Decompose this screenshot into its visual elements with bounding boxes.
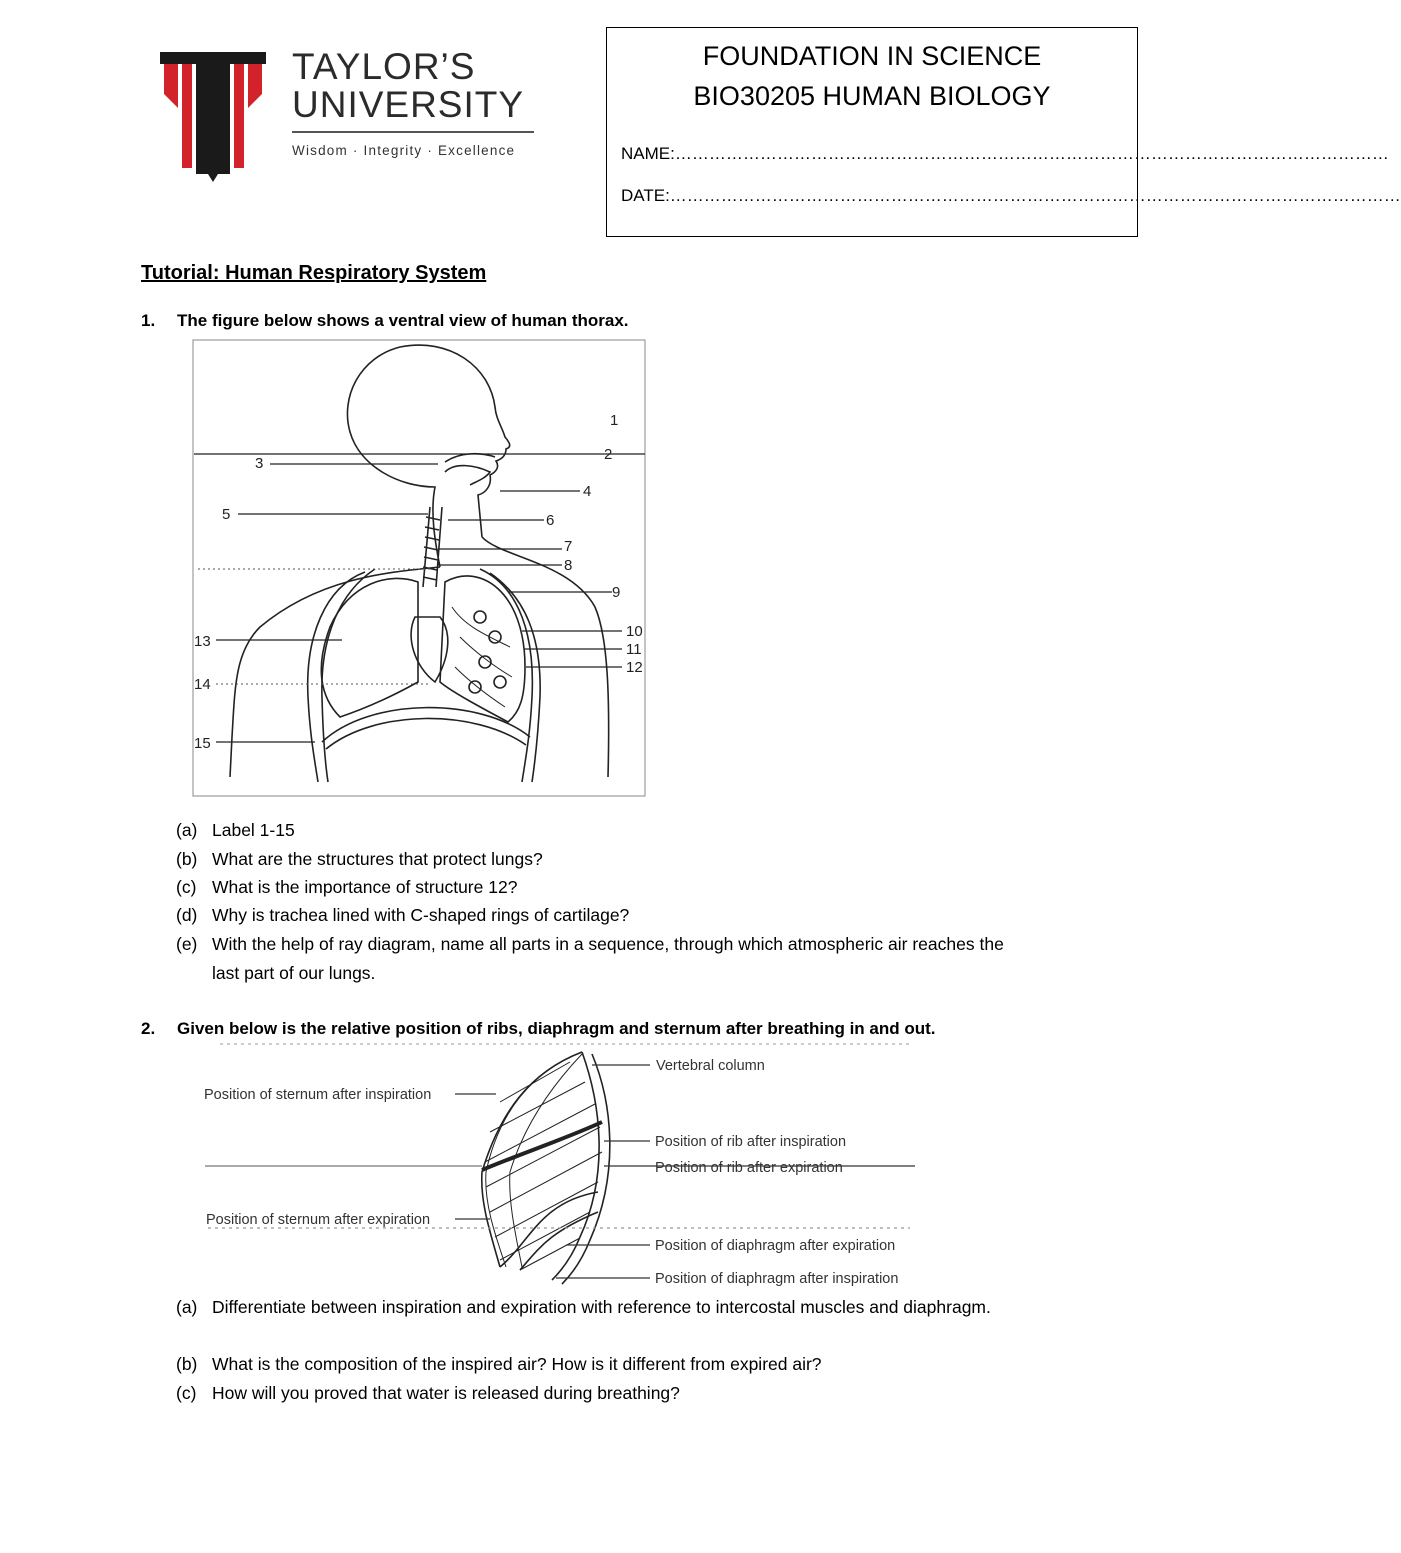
q2-part-a [176, 1293, 1046, 1351]
fig-label-14: 14 [194, 676, 211, 693]
q1-part-d-text: Why is trachea lined with C-shaped rings of cartilage? [212, 905, 630, 925]
q2-part-b-label: (b) [176, 1354, 198, 1374]
head-outline [347, 345, 509, 567]
q1-part-a-label: (a) [176, 820, 198, 840]
question-1-number: 1. [141, 311, 156, 330]
university-logo [158, 48, 548, 188]
course-program: FOUNDATION IN SCIENCE [702, 41, 1042, 71]
fig-label-10: 10 [626, 623, 643, 640]
fig-label-2: 2 [604, 446, 613, 463]
q1-part-c-text: What is the importance of structure 12? [212, 877, 518, 897]
fig-label-3: 3 [255, 455, 264, 472]
logo-name-line2: UNIVERSITY [292, 84, 525, 125]
fig-label-6: 6 [546, 512, 555, 529]
logo-motto: Wisdom · Integrity · Excellence [292, 143, 516, 158]
q1-part-b-text: What are the structures that protect lungs? [212, 849, 543, 869]
q2-part-c-label: (c) [176, 1383, 197, 1403]
fig-label-5: 5 [222, 506, 231, 523]
fig-label-4: 4 [583, 483, 592, 500]
label-diaphragm-inspiration: Position of diaphragm after inspiration [655, 1271, 899, 1287]
q2-part-b [176, 1350, 1046, 1379]
question-2-number: 2. [141, 1019, 156, 1038]
course-code-title: BIO30205 HUMAN BIOLOGY [693, 81, 1051, 111]
q1-part-a [176, 816, 1046, 845]
q1-part-b [176, 845, 1046, 874]
q2-part-c-text: How will you proved that water is released during breathing? [212, 1383, 680, 1403]
q2-part-b-text: What is the composition of the inspired air? How is it different from expired air? [212, 1354, 822, 1374]
q1-part-d-label: (d) [176, 905, 198, 925]
fig-label-12: 12 [626, 659, 643, 676]
logo-name-line1: TAYLOR’S [292, 46, 476, 87]
logo-divider [292, 131, 534, 133]
fig-label-1: 1 [610, 412, 619, 429]
q1-part-e [176, 930, 1046, 988]
q2-figure-labels [204, 1058, 898, 1287]
q1-part-d [176, 901, 1046, 930]
question-2-text: Given below is the relative position of ribs, diaphragm and sternum after breathing in and out. [177, 1019, 936, 1038]
thorax-diagram [190, 337, 650, 799]
label-sternum-expiration: Position of sternum after expiration [206, 1212, 431, 1228]
fig-label-13: 13 [194, 633, 211, 650]
q1-part-b-label: (b) [176, 849, 198, 869]
fig-label-8: 8 [564, 557, 573, 574]
fig-label-7: 7 [564, 538, 573, 555]
label-rib-inspiration: Position of rib after inspiration [655, 1134, 847, 1150]
q2-part-a-label: (a) [176, 1297, 198, 1317]
label-sternum-inspiration: Position of sternum after inspiration [204, 1087, 432, 1103]
q2-part-c [176, 1379, 1046, 1408]
left-lung [321, 578, 418, 717]
course-info-box [606, 27, 1401, 237]
ribs-diaphragm-diagram [200, 1042, 940, 1292]
fig-label-15: 15 [194, 735, 211, 752]
date-field[interactable]: DATE:………………………………………………………………………………………………………………… [621, 186, 1401, 205]
fig-label-11: 11 [626, 641, 642, 658]
q2-part-a-text: Differentiate between inspiration and expiration with reference to intercostal muscles and diaphragm. [212, 1297, 991, 1317]
name-field[interactable]: NAME:……………………………………………………………………………………………………………… [621, 144, 1389, 163]
q1-part-c-label: (c) [176, 877, 197, 897]
page-title: Tutorial: Human Respiratory System [141, 262, 487, 284]
label-vertebral-column: Vertebral column [656, 1058, 765, 1074]
rib-cage-left [308, 572, 365, 782]
q1-part-e-label: (e) [176, 934, 198, 954]
q1-part-a-text: Label 1-15 [212, 820, 295, 840]
body-outline [230, 567, 440, 777]
q1-part-c [176, 873, 1046, 902]
question-1-text: The figure below shows a ventral view of human thorax. [177, 311, 629, 330]
label-rib-expiration: Position of rib after expiration [655, 1160, 843, 1176]
figure-frame [193, 340, 645, 796]
q1-part-e-text: With the help of ray diagram, name all parts in a sequence, through which atmospheric air reaches the last part of our lungs. [212, 934, 1004, 983]
shield-emblem-icon [158, 48, 270, 184]
fig-label-9: 9 [612, 584, 621, 601]
label-diaphragm-expiration: Position of diaphragm after expiration [655, 1238, 896, 1254]
